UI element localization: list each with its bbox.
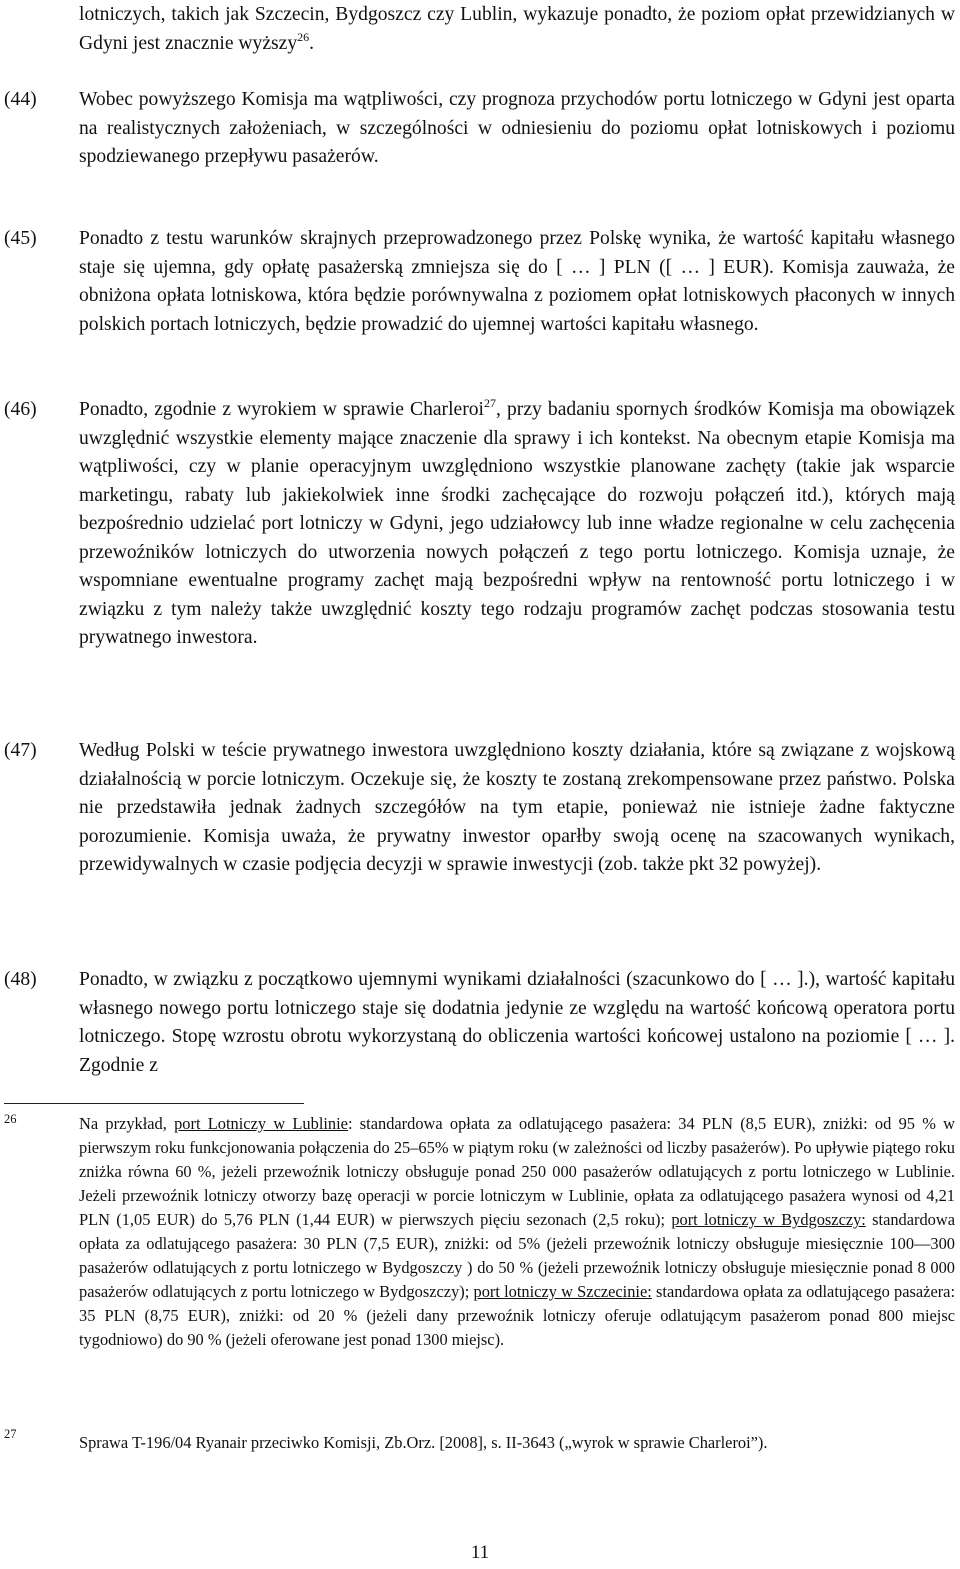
paragraph-text: Ponadto z testu warunków skrajnych przeprowadzonego przez Polskę wynika, że wartość kapitału własnego staje się ujemna, gdy opłatę pasażerską zmniejsza się do [ … ] PLN ([ … ] EUR). Komisja zauważa, że obniżona opłata lotniskowa, która będzie porównywalna z poziomem opłat lotniskowych płaconych w innych polskich portach lotniczych, będzie prowadzić do ujemnej wartości kapitału własnego. xyxy=(79,228,955,335)
footnote-text xyxy=(79,1112,955,1352)
footnote-text-part: : standardowa opłata za odlatującego pasażera: 34 PLN (8,5 EUR), zniżki: od 95 % w pierwszym roku funkcjonowania połączenia do 25–65% w piątym roku (w zależności od liczby pasażerów). Po upływie piątego roku zniżka równa 60 %, jeżeli przewoźnik lotniczy obsługuje ponad 250 000 pasażerów odlatujących z portu lotniczego w Lublinie. Jeżeli przewoźnik lotniczy otworzy bazę operacji w porcie lotniczym w Lublinie, opłata za odlatującego pasażera wynosi od 4,21 PLN (1,05 EUR) do 5,76 PLN (1,44 EUR) w pierwszych pięciu sezonach (2,5 roku); xyxy=(79,1114,955,1229)
footnote-ref-27[interactable]: 27 xyxy=(484,396,496,410)
paragraph-text: Wobec powyższego Komisja ma wątpliwości, czy prognoza przychodów portu lotniczego w Gdyni jest oparta na realistycznych założeniach, w szczególności w odniesieniu do poziomu opłat lotniskowych i poziomu spodziewanego przepływu pasażerów. xyxy=(79,89,955,167)
footnote-text-part: standardowa opłata za odlatującego pasażera: 35 PLN (8,75 EUR), zniżki: od 20 % (jeżeli dany przewoźnik lotniczy oferuje odlatującym pasażerom ponad 800 miejsc tygodniowo) do 90 % (jeżeli oferowane jest ponad 1300 miejsc). xyxy=(79,1282,956,1349)
footnote-number: 26 xyxy=(4,1112,17,1126)
footnote-separator xyxy=(4,1103,304,1104)
footnote-underlined-szczecin: port lotniczy w Szczecinie: xyxy=(473,1282,652,1301)
paragraph-text: Ponadto, w związku z początkowo ujemnymi wynikami działalności (szacunkowo do [ … ].), wartość kapitału własnego nowego portu lotniczego staje się dodatnia jedynie ze względu na wartość końcową operatora portu lotniczego. Stopę wzrostu obrotu wykorzystaną do obliczenia wartości końcowej ustalono na poziomie [ … ]. Zgodnie z xyxy=(79,969,955,1076)
footnote-ref-26[interactable]: 26 xyxy=(297,29,310,44)
footnote-underlined-lublin: port Lotniczy w Lublinie xyxy=(174,1114,348,1133)
footnote-underlined-bydgoszcz: port lotniczy w Bydgoszczy: xyxy=(671,1210,866,1229)
paragraph-number: (44) xyxy=(4,89,37,110)
footnote-number: 27 xyxy=(4,1427,17,1441)
paragraph-text-rest: , przy badaniu spornych środków Komisja ma obowiązek uwzględnić wszystkie elementy mające znaczenie dla sprawy i ich kontekst. Na obecnym etapie Komisja ma wątpliwości, czy w planie operacyjnym uwzględniono wszystkie planowane zachęty (takie jak wsparcie marketingu, rabaty lub jakiekolwiek inne środki zachęcające do rozwoju połączeń itd.), których mają bezpośrednio udzielać port lotniczy w Gdyni, jego udziałowcy lub inne władze regionalne w celu zachęcenia przewoźników lotniczych do utworzenia nowych połączeń z tego portu lotniczego. Komisja uznaje, że wspomniane ewentualne programy zachęt mają bezpośredni wpływ na rentowność portu lotniczego i w związku z tym należy także uwzględnić koszty tego rodzaju programów zachęt podczas stosowania testu prywatnego inwestora. xyxy=(79,399,955,648)
continuation-body: lotniczych, takich jak Szczecin, Bydgoszcz czy Lublin, wykazuje ponadto, że poziom opłat przewidzianych w Gdyni jest znacznie wyższy xyxy=(79,4,955,54)
paragraph-number: (48) xyxy=(4,969,37,990)
paragraph-text: Według Polski w teście prywatnego inwestora uwzględniono koszty działania, które są związane z wojskową działalnością w porcie lotniczym. Oczekuje się, że koszty te zostaną zrekompensowane przez państwo. Polska nie przedstawiła jednak żadnych szczegółów na tym etapie, ponieważ nie istnieje żadne faktyczne porozumienie. Komisja uważa, że prywatny inwestor oparłby swoją ocenę na szacowanych wynikach, przewidywalnych w czasie podjęcia decyzji w sprawie inwestycji (zob. także pkt 32 powyżej). xyxy=(79,740,955,875)
continuation-text xyxy=(79,1,955,58)
paragraph-number: (46) xyxy=(4,399,37,420)
continuation-end: . xyxy=(309,32,315,54)
footnote-text-part: Na przykład, xyxy=(79,1114,175,1133)
paragraph-text-start: Ponadto, zgodnie z wyrokiem w sprawie Charleroi xyxy=(79,399,484,420)
footnote-text-part: standardowa opłata za odlatującego pasażera: 30 PLN (7,5 EUR), zniżki: od 5% (jeżeli przewoźnik lotniczy obsługuje miesięcznie 100—300 pasażerów odlatujących z portu lotniczego w Bydgoszczy ) do 50 % (jeżeli przewoźnik lotniczy obsługuje miesięcznie ponad 8 000 pasażerów odlatujących z portu lotniczego w Bydgoszczy); xyxy=(79,1210,955,1301)
paragraph-text xyxy=(79,396,955,653)
paragraph-number: (47) xyxy=(4,740,37,761)
footnote-text: Sprawa T-196/04 Ryanair przeciwko Komisji, Zb.Orz. [2008], s. II-3643 („wyrok w sprawie Charleroi”). xyxy=(79,1433,768,1452)
paragraph-number: (45) xyxy=(4,228,37,249)
page-number: 11 xyxy=(470,1542,490,1563)
